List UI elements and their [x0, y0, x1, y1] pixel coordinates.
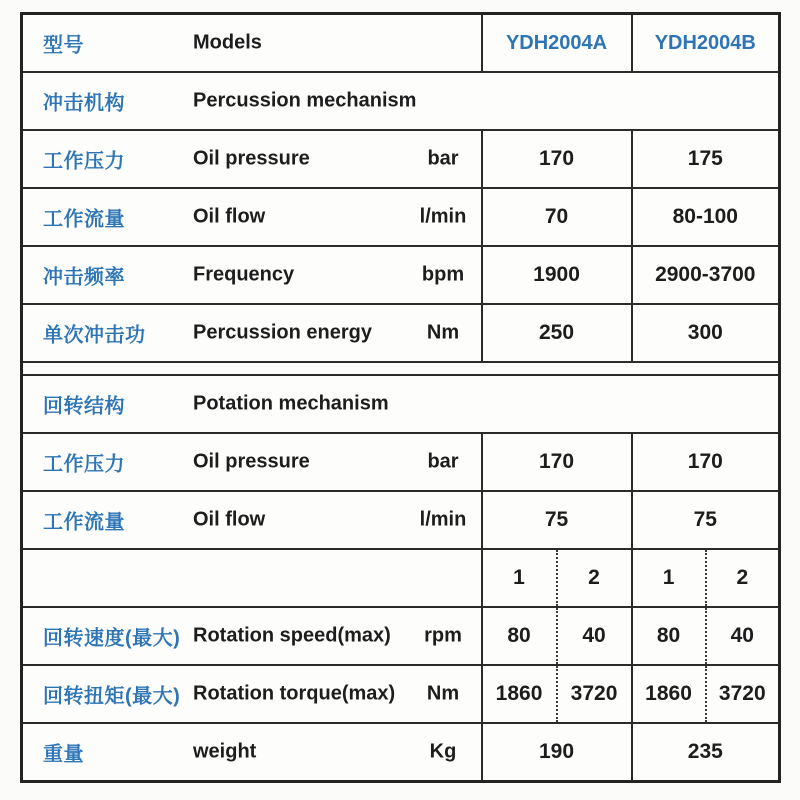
cell-label	[22, 304, 482, 362]
row-gear-subheader	[22, 549, 780, 607]
row-oil-pressure-rotation	[22, 433, 780, 491]
unit-label: Kg	[429, 740, 457, 763]
value-b-gear2: 3720	[706, 665, 780, 723]
value-model-b: 300	[632, 304, 780, 362]
label-en: weight	[193, 740, 257, 763]
cell-label	[22, 665, 482, 723]
value-model-b: 235	[632, 723, 780, 782]
value-model-b: 2900-3700	[632, 246, 780, 304]
row-models-header	[22, 14, 780, 73]
label-cn: 工作压力	[43, 150, 125, 173]
cell-models-label	[22, 14, 482, 73]
row-frequency	[22, 246, 780, 304]
unit-label: bar	[427, 147, 459, 170]
value-b-gear2: 40	[706, 607, 780, 665]
label-cn: 工作流量	[43, 511, 125, 534]
label-en: Oil flow	[193, 508, 266, 531]
value-model-b: 75	[632, 491, 780, 549]
unit-label: rpm	[424, 624, 462, 647]
value-model-a: 70	[482, 188, 632, 246]
label-cn: 回转速度(最大)	[43, 627, 181, 650]
label-cn: 工作流量	[43, 208, 125, 231]
cell-label	[22, 607, 482, 665]
label-cn: 单次冲击功	[43, 324, 146, 347]
row-rotation-torque	[22, 665, 780, 723]
models-label-en: Models	[193, 31, 262, 54]
label-en: Oil pressure	[193, 147, 310, 170]
value-a-gear1: 1860	[482, 665, 557, 723]
value-a-gear1: 80	[482, 607, 557, 665]
value-model-b: 170	[632, 433, 780, 491]
unit-label: bpm	[421, 263, 465, 286]
label-cn: 回转扭矩(最大)	[43, 685, 181, 708]
cell-label	[22, 491, 482, 549]
cell-empty	[22, 549, 482, 607]
value-a-gear2: 40	[557, 607, 632, 665]
rotation-section-en: Potation mechanism	[193, 392, 389, 415]
label-cn: 冲击频率	[43, 266, 125, 289]
row-rotation-section	[22, 375, 780, 433]
unit-label: Nm	[426, 321, 460, 344]
label-en: Rotation speed(max)	[193, 624, 391, 647]
gear-b1: 1	[632, 549, 706, 607]
cell-model-b: YDH2004B	[632, 14, 780, 73]
value-model-a: 170	[482, 130, 632, 188]
value-model-a: 170	[482, 433, 632, 491]
row-oil-flow-rotation	[22, 491, 780, 549]
value-model-b: 175	[632, 130, 780, 188]
label-en: Oil flow	[193, 205, 266, 228]
gear-a1: 1	[482, 549, 557, 607]
unit-label: l/min	[419, 205, 467, 228]
cell-label	[22, 188, 482, 246]
cell-label	[22, 130, 482, 188]
label-en: Percussion energy	[193, 321, 372, 344]
cell-percussion-section	[22, 72, 780, 130]
percussion-section-en: Percussion mechanism	[193, 89, 417, 112]
percussion-section-cn: 冲击机构	[43, 92, 125, 115]
gear-b2: 2	[706, 549, 780, 607]
cell-label	[22, 723, 482, 782]
value-a-gear2: 3720	[557, 665, 632, 723]
value-model-b: 80-100	[632, 188, 780, 246]
value-b-gear1: 80	[632, 607, 706, 665]
cell-rotation-section	[22, 375, 780, 433]
row-oil-flow-percussion	[22, 188, 780, 246]
models-label-cn: 型号	[43, 34, 84, 57]
cell-model-a: YDH2004A	[482, 14, 632, 73]
row-percussion-section	[22, 72, 780, 130]
rotation-section-cn: 回转结构	[43, 395, 125, 418]
spacer-cell	[22, 362, 780, 375]
label-en: Frequency	[193, 263, 295, 286]
value-model-a: 190	[482, 723, 632, 782]
value-model-a: 250	[482, 304, 632, 362]
row-oil-pressure-percussion	[22, 130, 780, 188]
row-percussion-energy	[22, 304, 780, 362]
cell-label	[22, 433, 482, 491]
gear-a2: 2	[557, 549, 632, 607]
label-cn: 重量	[43, 743, 84, 766]
value-model-a: 1900	[482, 246, 632, 304]
value-b-gear1: 1860	[632, 665, 706, 723]
row-weight	[22, 723, 780, 782]
label-en: Rotation torque(max)	[193, 682, 396, 705]
unit-label: bar	[427, 450, 459, 473]
row-spacer	[22, 362, 780, 375]
label-en: Oil pressure	[193, 450, 310, 473]
spec-table	[20, 12, 781, 783]
value-model-a: 75	[482, 491, 632, 549]
unit-label: Nm	[426, 682, 460, 705]
row-rotation-speed	[22, 607, 780, 665]
cell-label	[22, 246, 482, 304]
unit-label: l/min	[419, 508, 467, 531]
label-cn: 工作压力	[43, 453, 125, 476]
